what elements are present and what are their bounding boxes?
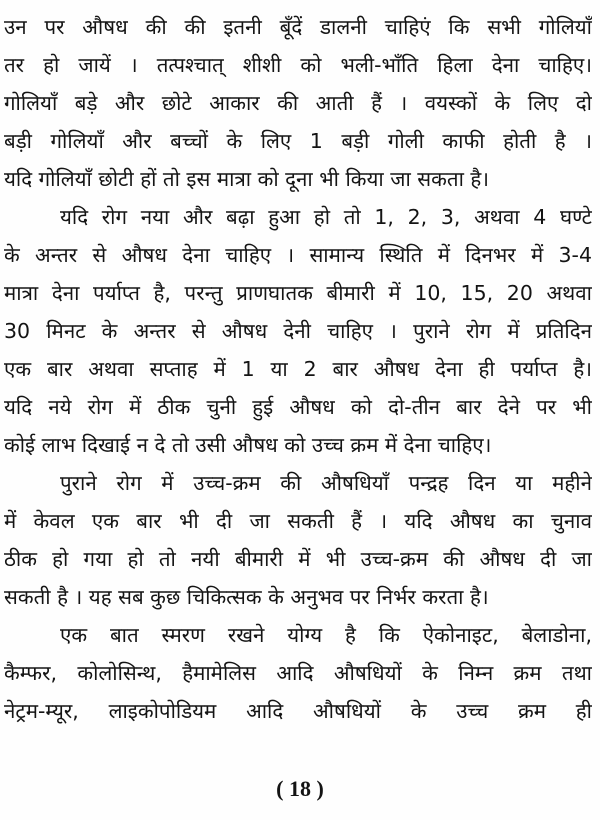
paragraph-start-line: एक बात स्मरण रखने योग्य है कि ऐकोनाइट, बेलाडोना, (60, 623, 592, 647)
text-line: उन पर औषध की की इतनी बूँदें डालनी चाहिएं कि सभी गोलियाँ (4, 15, 592, 39)
body-text (4, 8, 592, 730)
text-line: कैम्फर, कोलोसिन्थ, हैमामेलिस आदि औषधियों के निम्न क्रम तथा (4, 661, 592, 685)
text-line: में केवल एक बार भी दी जा सकती हैं । यदि औषध का चुनाव (4, 509, 592, 533)
text-line: सकती है । यह सब कुछ चिकित्सक के अनुभव पर निर्भर करता है। (4, 585, 489, 609)
text-line: यदि नये रोग में ठीक चुनी हुई औषध को दो-तीन बार देने पर भी (4, 395, 592, 419)
text-line: के अन्तर से औषध देना चाहिए । सामान्य स्थिति में दिनभर में 3-4 (4, 243, 592, 267)
paragraph-start-line: यदि रोग नया और बढ़ा हुआ हो तो 1, 2, 3, अथवा 4 घण्टे (60, 205, 592, 229)
page-number: ( 18 ) (276, 776, 324, 801)
text-line: बड़ी गोलियाँ और बच्चों के लिए 1 बड़ी गोली काफी होती है । (4, 129, 592, 153)
text-line: गोलियाँ बड़े और छोटे आकार की आती हैं । वयस्कों के लिए दो (4, 91, 592, 115)
paragraph-start-line: पुराने रोग में उच्च-क्रम की औषधियाँ पन्द्रह दिन या महीने (60, 471, 592, 495)
text-line: मात्रा देना पर्याप्त है, परन्तु प्राणघातक बीमारी में 10, 15, 20 अथवा (4, 281, 592, 305)
text-line: 30 मिनट के अन्तर से औषध देनी चाहिए । पुराने रोग में प्रतिदिन (4, 319, 592, 343)
text-line: कोई लाभ दिखाई न दे तो उसी औषध को उच्च क्रम में देना चाहिए। (4, 433, 492, 457)
text-line: ठीक हो गया हो तो नयी बीमारी में भी उच्च-क्रम की औषध दी जा (4, 547, 592, 571)
text-line: एक बार अथवा सप्ताह में 1 या 2 बार औषध देना ही पर्याप्त है। (4, 357, 592, 381)
text-line: यदि गोलियाँ छोटी हों तो इस मात्रा को दूना भी किया जा सकता है। (4, 167, 490, 191)
text-line: तर हो जायें । तत्पश्चात् शीशी को भली-भाँति हिला देना चाहिए। (4, 53, 592, 77)
text-line: नेट्रम-म्यूर, लाइकोपोडियम आदि औषधियों के उच्च क्रम ही (4, 699, 592, 723)
